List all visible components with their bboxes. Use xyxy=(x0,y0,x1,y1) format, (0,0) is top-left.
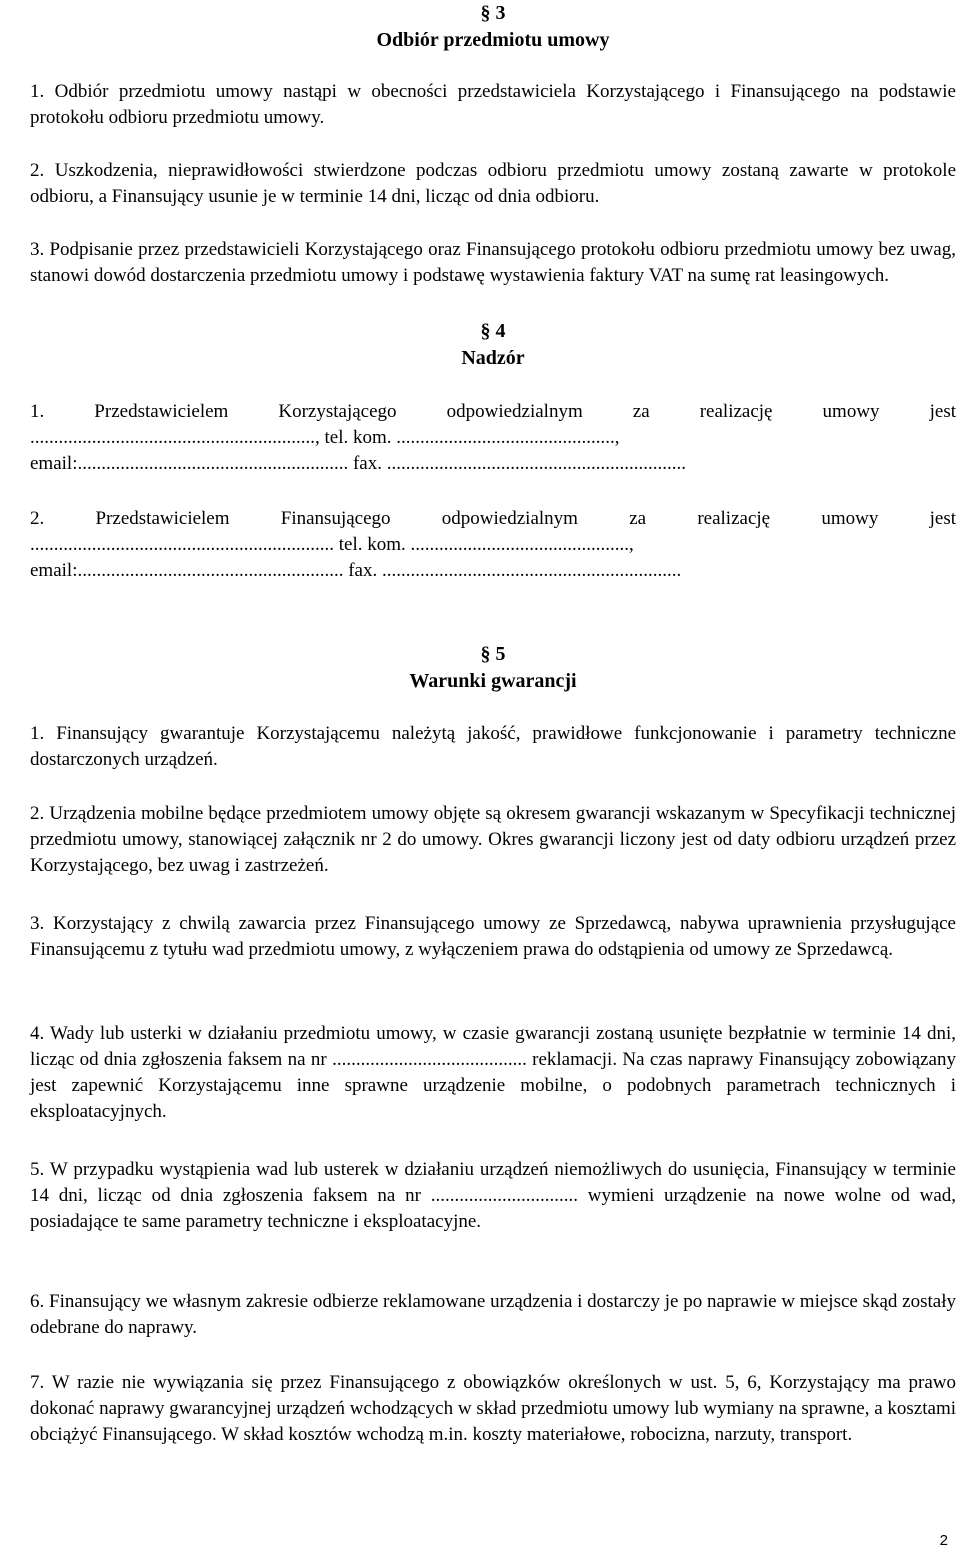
section-3-paragraph-2: 2. Uszkodzenia, nieprawidłowości stwierdzone podczas odbioru przedmiotu umowy zostaną zawarte w protokole odbioru, a Finansujący usunie je w terminie 14 dni, licząc od dnia odbioru. xyxy=(30,160,956,207)
section-5-paragraph-4: 4. Wady lub usterki w działaniu przedmiotu umowy, w czasie gwarancji zostaną usunięte bezpłatnie w terminie 14 dni, licząc od dnia zgłoszenia faksem na nr ......................................... reklamacji. Na czas naprawy Finansujący zobowiązany jest zapewnić Korzystającemu inne sprawne urządzenie mobilne, o podobnych parametrach technicznych i eksploatacyjnych. xyxy=(30,1023,956,1122)
section-4-title: Nadzór xyxy=(461,347,525,369)
section-5-paragraph-3: 3. Korzystający z chwilą zawarcia przez Finansującego umowy ze Sprzedawcą, nabywa uprawnienia przysługujące Finansującemu z tytułu wad przedmiotu umowy, z wyłączeniem prawa do odstąpienia od umowy ze Sprzedawcą. xyxy=(30,913,956,960)
page-number: 2 xyxy=(939,1532,948,1549)
section-3-title: Odbiór przedmiotu umowy xyxy=(376,29,610,51)
representative-finansujacy-email-line: email:........................................................ fax. ............................................................... xyxy=(30,560,682,581)
section-4-paragraph-1 xyxy=(30,399,956,477)
section-3-symbol: § 3 xyxy=(480,2,506,24)
representative-finansujacy-line: 2. Przedstawicielem Finansującego odpowiedzialnym za realizację umowy jest xyxy=(30,508,956,529)
section-3-paragraph-1: 1. Odbiór przedmiotu umowy nastąpi w obecności przedstawiciela Korzystającego i Finansującego na podstawie protokołu odbioru przedmiotu umowy. xyxy=(30,81,956,128)
section-5-paragraph-6: 6. Finansujący we własnym zakresie odbierze reklamowane urządzenia i dostarczy je po naprawie w miejsce skąd zostały odebrane do naprawy. xyxy=(30,1291,956,1338)
section-4-symbol: § 4 xyxy=(480,320,506,342)
representative-finansujacy-phone-line: ................................................................ tel. kom. .............................................., xyxy=(30,534,634,555)
representative-korzystajacy-line: 1. Przedstawicielem Korzystającego odpowiedzialnym za realizację umowy jest xyxy=(30,401,956,422)
representative-korzystajacy-phone-line: ............................................................, tel. kom. .............................................., xyxy=(30,427,620,448)
section-5-symbol: § 5 xyxy=(480,643,506,665)
section-4-heading xyxy=(30,318,956,372)
section-4-paragraph-2 xyxy=(30,506,956,584)
representative-korzystajacy-email-line: email:......................................................... fax. ............................................................... xyxy=(30,453,686,474)
section-5-paragraph-5: 5. W przypadku wystąpienia wad lub usterek w działaniu urządzeń niemożliwych do usunięcia, Finansujący w terminie 14 dni, licząc od dnia zgłoszenia faksem na nr ............................... wymieni urządzenie na nowe wolne od wad, posiadające te same parametry techniczne i eksploatacyjne. xyxy=(30,1159,956,1232)
section-3-paragraph-3: 3. Podpisanie przez przedstawicieli Korzystającego oraz Finansującego protokołu odbioru przedmiotu umowy bez uwag, stanowi dowód dostarczenia przedmiotu umowy i podstawę wystawienia faktury VAT na sumę rat leasingowych. xyxy=(30,239,956,286)
section-3-heading xyxy=(30,0,956,54)
section-5-paragraph-1: 1. Finansujący gwarantuje Korzystającemu należytą jakość, prawidłowe funkcjonowanie i parametry techniczne dostarczonych urządzeń. xyxy=(30,723,956,770)
section-5-heading xyxy=(30,641,956,695)
section-5-paragraph-2: 2. Urządzenia mobilne będące przedmiotem umowy objęte są okresem gwarancji wskazanym w Specyfikacji technicznej przedmiotu umowy, stanowiącej załącznik nr 2 do umowy. Okres gwarancji liczony jest od daty odbioru urządzeń przez Korzystającego, bez uwag i zastrzeżeń. xyxy=(30,803,956,876)
section-5-title: Warunki gwarancji xyxy=(409,670,577,692)
section-5-paragraph-7: 7. W razie nie wywiązania się przez Finansującego z obowiązków określonych w ust. 5, 6, Korzystający ma prawo dokonać naprawy gwarancyjnej urządzeń wchodzących w skład przedmiotu umowy lub wymiany na sprawne, a kosztami obciążyć Finansującego. W skład kosztów wchodzą m.in. koszty materiałowe, robocizna, narzuty, transport. xyxy=(30,1372,956,1445)
